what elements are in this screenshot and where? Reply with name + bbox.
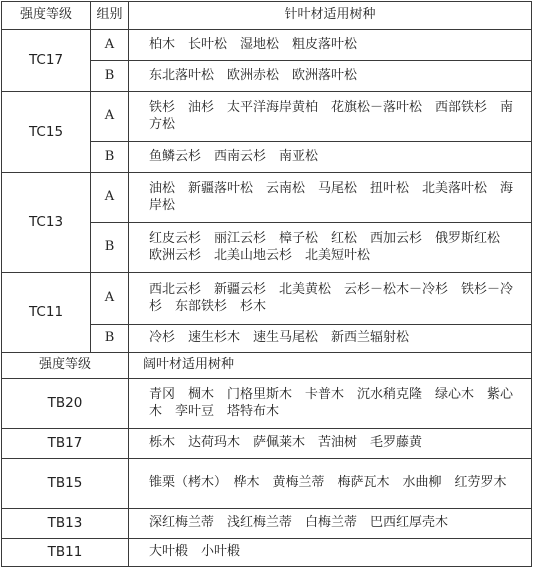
table-row (2, 273, 532, 325)
group-cell: A (91, 173, 129, 223)
header-group: 组别 (91, 2, 129, 30)
species-cell: 西北云杉 新疆云杉 北美黄松 云杉－松木－冷杉 铁杉－冷杉 东部铁杉 杉木 (129, 273, 532, 325)
tree-species-table (1, 1, 532, 567)
table-row (2, 459, 532, 509)
group-cell: B (91, 142, 129, 173)
grade-cell: TC15 (2, 92, 91, 173)
species-cell: 青冈 椆木 门格里斯木 卡普木 沉水稍克隆 绿心木 紫心木 孪叶豆 塔特布木 (129, 379, 532, 429)
group-cell: A (91, 92, 129, 142)
header-grade-hardwood: 强度等级 (2, 353, 129, 379)
grade-cell: TB17 (2, 429, 129, 459)
grade-cell: TB20 (2, 379, 129, 429)
species-cell: 大叶椴 小叶椴 (129, 539, 532, 567)
group-cell: B (91, 223, 129, 273)
species-cell: 鱼鳞云杉 西南云杉 南亚松 (129, 142, 532, 173)
header-softwood-species: 针叶材适用树种 (129, 2, 532, 30)
species-cell: 红皮云杉 丽江云杉 樟子松 红松 西加云杉 俄罗斯红松 欧洲云杉 北美山地云杉 北美短叶松 (129, 223, 532, 273)
table-row (2, 173, 532, 223)
table-row (2, 509, 532, 539)
table-row (2, 539, 532, 567)
table-row (2, 429, 532, 459)
header-grade: 强度等级 (2, 2, 91, 30)
species-cell: 油松 新疆落叶松 云南松 马尾松 扭叶松 北美落叶松 海岸松 (129, 173, 532, 223)
species-cell: 柏木 长叶松 湿地松 粗皮落叶松 (129, 30, 532, 61)
species-cell: 锥栗（栲木） 桦木 黄梅兰蒂 梅萨瓦木 水曲柳 红劳罗木 (129, 459, 532, 509)
header-hardwood-species: 阔叶材适用树种 (129, 353, 532, 379)
table-row (2, 379, 532, 429)
group-cell: A (91, 273, 129, 325)
species-cell: 栎木 达荷玛木 萨佩莱木 苦油树 毛罗藤黄 (129, 429, 532, 459)
species-cell: 东北落叶松 欧洲赤松 欧洲落叶松 (129, 61, 532, 92)
softwood-header-row (2, 2, 532, 30)
grade-cell: TB13 (2, 509, 129, 539)
grade-cell: TB15 (2, 459, 129, 509)
grade-cell: TC11 (2, 273, 91, 353)
grade-cell: TC13 (2, 173, 91, 273)
group-cell: B (91, 325, 129, 353)
table-row (2, 30, 532, 61)
species-cell: 冷杉 速生杉木 速生马尾松 新西兰辐射松 (129, 325, 532, 353)
species-cell: 铁杉 油杉 太平洋海岸黄柏 花旗松－落叶松 西部铁杉 南方松 (129, 92, 532, 142)
hardwood-header-row (2, 353, 532, 379)
species-cell: 深红梅兰蒂 浅红梅兰蒂 白梅兰蒂 巴西红厚壳木 (129, 509, 532, 539)
group-cell: B (91, 61, 129, 92)
grade-cell: TB11 (2, 539, 129, 567)
grade-cell: TC17 (2, 30, 91, 92)
table-row (2, 92, 532, 142)
group-cell: A (91, 30, 129, 61)
